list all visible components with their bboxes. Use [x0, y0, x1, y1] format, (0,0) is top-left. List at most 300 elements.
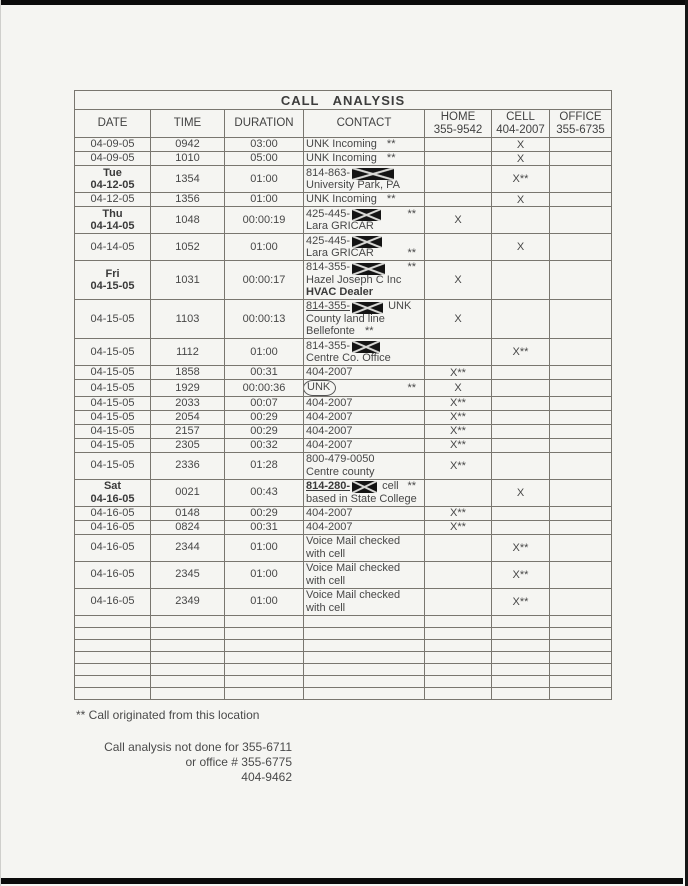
- contact-text: 814-355-: [306, 339, 351, 352]
- home-mark-cell: X: [425, 300, 492, 339]
- duration-cell: 01:00: [225, 234, 304, 261]
- time-cell: 1354: [151, 166, 225, 193]
- column-header-office: OFFICE 355-6735: [550, 110, 612, 138]
- footnote-line: Call analysis not done for 355-6711: [104, 740, 292, 754]
- empty-row: [75, 615, 612, 627]
- contact-cell: [304, 479, 425, 506]
- office-mark-cell: [550, 396, 612, 410]
- contact-cell: [304, 410, 425, 424]
- column-header-duration: DURATION: [225, 110, 304, 138]
- empty-cell: [304, 675, 425, 687]
- call-row: [75, 479, 612, 506]
- contact-text: Lara GRICAR: [306, 247, 374, 259]
- date-cell: 04-15-05: [75, 339, 151, 366]
- contact-cell: [304, 166, 425, 193]
- duration-cell: 00:29: [225, 424, 304, 438]
- date-cell: Sat 04-16-05: [75, 479, 151, 506]
- office-mark-cell: [550, 261, 612, 300]
- date-cell: 04-16-05: [75, 561, 151, 588]
- empty-cell: [304, 687, 425, 699]
- time-cell: 1356: [151, 193, 225, 207]
- contact-text: 404-2007: [306, 520, 353, 533]
- duration-cell: 01:00: [225, 339, 304, 366]
- empty-cell: [492, 675, 550, 687]
- duration-cell: 00:31: [225, 366, 304, 380]
- empty-cell: [151, 639, 225, 651]
- empty-cell: [75, 627, 151, 639]
- contact-cell: [304, 193, 425, 207]
- empty-cell: [225, 675, 304, 687]
- redaction-box: [352, 302, 383, 314]
- call-row: [75, 261, 612, 300]
- cell-mark-cell: [492, 261, 550, 300]
- time-cell: 2349: [151, 588, 225, 615]
- contact-text: Voice Mail checked: [306, 535, 401, 547]
- empty-cell: [550, 639, 612, 651]
- time-cell: 2033: [151, 396, 225, 410]
- time-cell: 2345: [151, 561, 225, 588]
- call-row: [75, 396, 612, 410]
- duration-cell: 00:43: [225, 479, 304, 506]
- home-mark-cell: X: [425, 261, 492, 300]
- contact-text: University Park, PA: [306, 179, 400, 191]
- duration-cell: 01:00: [225, 534, 304, 561]
- office-mark-cell: [550, 193, 612, 207]
- contact-cell: [304, 261, 425, 300]
- scan-edge-bottom: [1, 878, 683, 884]
- column-header-home: HOME 355-9542: [425, 110, 492, 138]
- office-mark-cell: [550, 479, 612, 506]
- office-mark-cell: [550, 588, 612, 615]
- table-title-row: [75, 91, 612, 110]
- time-cell: 1929: [151, 380, 225, 397]
- contact-text: 404-2007: [306, 366, 353, 379]
- cell-mark-cell: X**: [492, 339, 550, 366]
- home-mark-cell: X**: [425, 424, 492, 438]
- empty-cell: [550, 675, 612, 687]
- contact-text: UNK Incoming: [306, 193, 377, 206]
- redaction-box: [352, 168, 394, 180]
- call-row: [75, 410, 612, 424]
- time-cell: 1112: [151, 339, 225, 366]
- empty-cell: [425, 639, 492, 651]
- home-mark-cell: [425, 234, 492, 261]
- contact-cell: [304, 300, 425, 339]
- cell-mark-cell: [492, 366, 550, 380]
- empty-cell: [75, 651, 151, 663]
- cell-mark-cell: [492, 300, 550, 339]
- empty-row: [75, 639, 612, 651]
- contact-cell: [304, 452, 425, 479]
- date-cell: 04-15-05: [75, 396, 151, 410]
- column-header-cell: CELL 404-2007: [492, 110, 550, 138]
- contact-text: County land line: [306, 312, 385, 325]
- cell-mark-cell: [492, 207, 550, 234]
- time-cell: 0148: [151, 506, 225, 520]
- call-row: [75, 380, 612, 397]
- contact-cell: [304, 138, 425, 152]
- contact-text: with cell: [306, 547, 346, 560]
- cell-mark-cell: [492, 452, 550, 479]
- contact-text: HVAC Dealer: [306, 286, 374, 299]
- duration-cell: 01:00: [225, 588, 304, 615]
- empty-cell: [550, 615, 612, 627]
- time-cell: 1048: [151, 207, 225, 234]
- duration-cell: 00:29: [225, 506, 304, 520]
- date-cell: 04-15-05: [75, 380, 151, 397]
- scan-edge-top: [1, 0, 688, 5]
- office-mark-cell: [550, 506, 612, 520]
- time-cell: 2344: [151, 534, 225, 561]
- date-cell: 04-12-05: [75, 193, 151, 207]
- column-header-date: DATE: [75, 110, 151, 138]
- home-mark-cell: [425, 339, 492, 366]
- call-row: [75, 138, 612, 152]
- time-cell: 0021: [151, 479, 225, 506]
- duration-cell: 00:32: [225, 438, 304, 452]
- home-mark-cell: [425, 138, 492, 152]
- contact-text: Hazel Joseph C Inc: [306, 273, 402, 286]
- time-cell: 2305: [151, 438, 225, 452]
- empty-cell: [225, 663, 304, 675]
- call-row: [75, 452, 612, 479]
- call-row: [75, 193, 612, 207]
- empty-cell: [425, 627, 492, 639]
- contact-text: 800-479-0050: [306, 453, 375, 465]
- contact-text: 425-445-: [306, 207, 351, 220]
- empty-cell: [151, 663, 225, 675]
- home-mark-cell: X**: [425, 520, 492, 534]
- empty-row: [75, 627, 612, 639]
- date-cell: 04-15-05: [75, 300, 151, 339]
- contact-text: 404-2007: [306, 506, 353, 519]
- empty-cell: [225, 651, 304, 663]
- column-header-time: TIME: [151, 110, 225, 138]
- call-row: [75, 588, 612, 615]
- contact-text: 814-280-: [306, 480, 351, 492]
- duration-cell: 00:00:19: [225, 207, 304, 234]
- cell-mark-cell: [492, 438, 550, 452]
- office-mark-cell: [550, 207, 612, 234]
- home-mark-cell: X**: [425, 438, 492, 452]
- date-cell: Fri 04-15-05: [75, 261, 151, 300]
- duration-cell: 01:28: [225, 452, 304, 479]
- office-mark-cell: [550, 438, 612, 452]
- origin-asterisks: **: [386, 193, 396, 206]
- duration-cell: 00:00:17: [225, 261, 304, 300]
- contact-cell: [304, 152, 425, 166]
- empty-cell: [151, 687, 225, 699]
- empty-cell: [492, 639, 550, 651]
- origin-asterisks: **: [407, 247, 416, 259]
- date-cell: 04-15-05: [75, 452, 151, 479]
- empty-cell: [492, 651, 550, 663]
- office-mark-cell: [550, 410, 612, 424]
- contact-cell: [304, 506, 425, 520]
- origin-asterisks: **: [386, 152, 396, 165]
- empty-cell: [304, 627, 425, 639]
- redaction-box: [352, 481, 377, 493]
- empty-cell: [225, 639, 304, 651]
- cell-mark-cell: X**: [492, 166, 550, 193]
- call-row: [75, 534, 612, 561]
- cell-mark-cell: X: [492, 234, 550, 261]
- empty-cell: [550, 663, 612, 675]
- empty-cell: [492, 687, 550, 699]
- contact-text: based in State College: [306, 492, 417, 505]
- call-analysis-table: [74, 90, 612, 700]
- duration-cell: 00:07: [225, 396, 304, 410]
- contact-text: with cell: [306, 574, 346, 587]
- time-cell: 1052: [151, 234, 225, 261]
- empty-cell: [425, 687, 492, 699]
- time-cell: 1031: [151, 261, 225, 300]
- contact-text: cell: [379, 480, 399, 492]
- contact-text: Voice Mail checked: [306, 589, 401, 601]
- call-row: [75, 339, 612, 366]
- date-cell: 04-15-05: [75, 438, 151, 452]
- contact-text: UNK Incoming: [306, 152, 377, 165]
- time-cell: 2336: [151, 452, 225, 479]
- office-mark-cell: [550, 339, 612, 366]
- office-mark-cell: [550, 561, 612, 588]
- empty-cell: [151, 651, 225, 663]
- time-cell: 0824: [151, 520, 225, 534]
- contact-cell: [304, 424, 425, 438]
- contact-text: UNK: [385, 300, 412, 313]
- empty-cell: [151, 675, 225, 687]
- contact-cell: [304, 561, 425, 588]
- column-header-contact: CONTACT: [304, 110, 425, 138]
- call-row: [75, 438, 612, 452]
- duration-cell: 01:00: [225, 193, 304, 207]
- office-mark-cell: [550, 520, 612, 534]
- empty-row: [75, 663, 612, 675]
- call-row: [75, 207, 612, 234]
- table-title: CALL ANALYSIS: [75, 91, 612, 110]
- call-row: [75, 234, 612, 261]
- cell-mark-cell: X: [492, 152, 550, 166]
- home-mark-cell: X**: [425, 506, 492, 520]
- footnote-line: 404-9462: [241, 770, 292, 784]
- home-mark-cell: X**: [425, 410, 492, 424]
- empty-cell: [75, 615, 151, 627]
- contact-text: 404-2007: [306, 424, 353, 437]
- empty-cell: [151, 615, 225, 627]
- cell-mark-cell: [492, 396, 550, 410]
- empty-cell: [151, 627, 225, 639]
- home-mark-cell: X: [425, 207, 492, 234]
- date-cell: Thu 04-14-05: [75, 207, 151, 234]
- cell-mark-cell: X: [492, 138, 550, 152]
- empty-cell: [75, 675, 151, 687]
- origin-asterisks: **: [407, 207, 416, 220]
- home-mark-cell: [425, 561, 492, 588]
- cell-mark-cell: [492, 424, 550, 438]
- contact-cell: [304, 534, 425, 561]
- duration-cell: 03:00: [225, 138, 304, 152]
- contact-cell: [304, 234, 425, 261]
- duration-cell: 05:00: [225, 152, 304, 166]
- origin-asterisks: **: [386, 138, 396, 151]
- empty-row: [75, 675, 612, 687]
- empty-cell: [425, 675, 492, 687]
- call-row: [75, 506, 612, 520]
- contact-text: 814-355-: [306, 300, 351, 313]
- duration-cell: 00:31: [225, 520, 304, 534]
- footnote-line: or office # 355-6775: [185, 755, 292, 769]
- date-cell: 04-14-05: [75, 234, 151, 261]
- call-row: [75, 561, 612, 588]
- contact-text: 404-2007: [306, 396, 353, 409]
- contact-text: 814-355-: [306, 261, 351, 274]
- call-row: [75, 166, 612, 193]
- contact-text: 404-2007: [306, 438, 353, 451]
- circled-annotation: UNK: [304, 380, 337, 396]
- contact-cell: [304, 207, 425, 234]
- call-row: [75, 152, 612, 166]
- contact-text: Lara GRICAR: [306, 220, 374, 232]
- empty-cell: [225, 687, 304, 699]
- empty-row: [75, 651, 612, 663]
- home-mark-cell: [425, 166, 492, 193]
- redaction-box: [352, 236, 382, 248]
- time-cell: 1858: [151, 366, 225, 380]
- call-row: [75, 424, 612, 438]
- home-mark-cell: X**: [425, 366, 492, 380]
- time-cell: 1103: [151, 300, 225, 339]
- redaction-box: [352, 209, 381, 221]
- empty-cell: [225, 615, 304, 627]
- empty-cell: [225, 627, 304, 639]
- duration-cell: 00:00:13: [225, 300, 304, 339]
- empty-cell: [304, 639, 425, 651]
- empty-cell: [425, 615, 492, 627]
- date-cell: 04-15-05: [75, 424, 151, 438]
- home-mark-cell: X**: [425, 452, 492, 479]
- contact-text: Bellefonte: [306, 325, 355, 338]
- contact-cell: [304, 588, 425, 615]
- date-cell: 04-09-05: [75, 138, 151, 152]
- empty-cell: [425, 651, 492, 663]
- home-mark-cell: [425, 193, 492, 207]
- home-mark-cell: X: [425, 380, 492, 397]
- contact-text: Centre Co. Office: [306, 352, 391, 364]
- contact-cell: [304, 520, 425, 534]
- call-row: [75, 366, 612, 380]
- footnote-analysis-not-done: [76, 740, 292, 785]
- redaction-box: [352, 263, 385, 275]
- home-mark-cell: [425, 588, 492, 615]
- cell-mark-cell: X**: [492, 561, 550, 588]
- origin-asterisks: **: [364, 325, 374, 338]
- contact-text: Centre county: [306, 465, 375, 478]
- empty-cell: [425, 663, 492, 675]
- cell-mark-cell: [492, 410, 550, 424]
- date-cell: 04-09-05: [75, 152, 151, 166]
- date-cell: 04-15-05: [75, 410, 151, 424]
- contact-cell: [304, 438, 425, 452]
- duration-cell: 01:00: [225, 561, 304, 588]
- home-mark-cell: [425, 534, 492, 561]
- contact-text: 814-863-: [306, 166, 351, 179]
- cell-mark-cell: X**: [492, 588, 550, 615]
- call-row: [75, 300, 612, 339]
- home-mark-cell: [425, 152, 492, 166]
- office-mark-cell: [550, 300, 612, 339]
- time-cell: 2054: [151, 410, 225, 424]
- empty-cell: [75, 639, 151, 651]
- office-mark-cell: [550, 366, 612, 380]
- cell-mark-cell: [492, 520, 550, 534]
- empty-cell: [304, 651, 425, 663]
- office-mark-cell: [550, 452, 612, 479]
- office-mark-cell: [550, 166, 612, 193]
- date-cell: 04-16-05: [75, 534, 151, 561]
- home-mark-cell: [425, 479, 492, 506]
- empty-cell: [75, 687, 151, 699]
- duration-cell: 00:29: [225, 410, 304, 424]
- contact-text: Voice Mail checked: [306, 562, 401, 574]
- column-header-row: [75, 110, 612, 138]
- call-row: [75, 520, 612, 534]
- office-mark-cell: [550, 234, 612, 261]
- empty-row: [75, 687, 612, 699]
- time-cell: 2157: [151, 424, 225, 438]
- contact-text: 425-445-: [306, 234, 351, 247]
- origin-asterisks: **: [407, 381, 416, 394]
- empty-cell: [550, 651, 612, 663]
- empty-cell: [492, 663, 550, 675]
- cell-mark-cell: X**: [492, 534, 550, 561]
- contact-text: UNK Incoming: [306, 138, 377, 151]
- home-mark-cell: X**: [425, 396, 492, 410]
- cell-mark-cell: [492, 380, 550, 397]
- office-mark-cell: [550, 152, 612, 166]
- contact-cell: [304, 366, 425, 380]
- cell-mark-cell: X: [492, 193, 550, 207]
- office-mark-cell: [550, 380, 612, 397]
- office-mark-cell: [550, 424, 612, 438]
- redaction-box: [352, 341, 380, 353]
- office-mark-cell: [550, 534, 612, 561]
- empty-cell: [550, 627, 612, 639]
- duration-cell: 00:00:36: [225, 380, 304, 397]
- empty-cell: [304, 615, 425, 627]
- contact-cell: [304, 380, 425, 397]
- office-mark-cell: [550, 138, 612, 152]
- empty-cell: [304, 663, 425, 675]
- cell-mark-cell: X: [492, 479, 550, 506]
- date-cell: 04-16-05: [75, 588, 151, 615]
- contact-text: 404-2007: [306, 410, 353, 423]
- contact-text: with cell: [306, 601, 346, 614]
- date-cell: Tue 04-12-05: [75, 166, 151, 193]
- origin-asterisks: **: [407, 261, 416, 274]
- time-cell: 0942: [151, 138, 225, 152]
- date-cell: 04-16-05: [75, 520, 151, 534]
- empty-cell: [550, 687, 612, 699]
- contact-cell: [304, 339, 425, 366]
- date-cell: 04-16-05: [75, 506, 151, 520]
- footnote-call-origin: ** Call originated from this location: [76, 708, 260, 722]
- duration-cell: 01:00: [225, 166, 304, 193]
- empty-cell: [492, 615, 550, 627]
- time-cell: 1010: [151, 152, 225, 166]
- empty-cell: [75, 663, 151, 675]
- origin-asterisks: **: [407, 480, 416, 492]
- date-cell: 04-15-05: [75, 366, 151, 380]
